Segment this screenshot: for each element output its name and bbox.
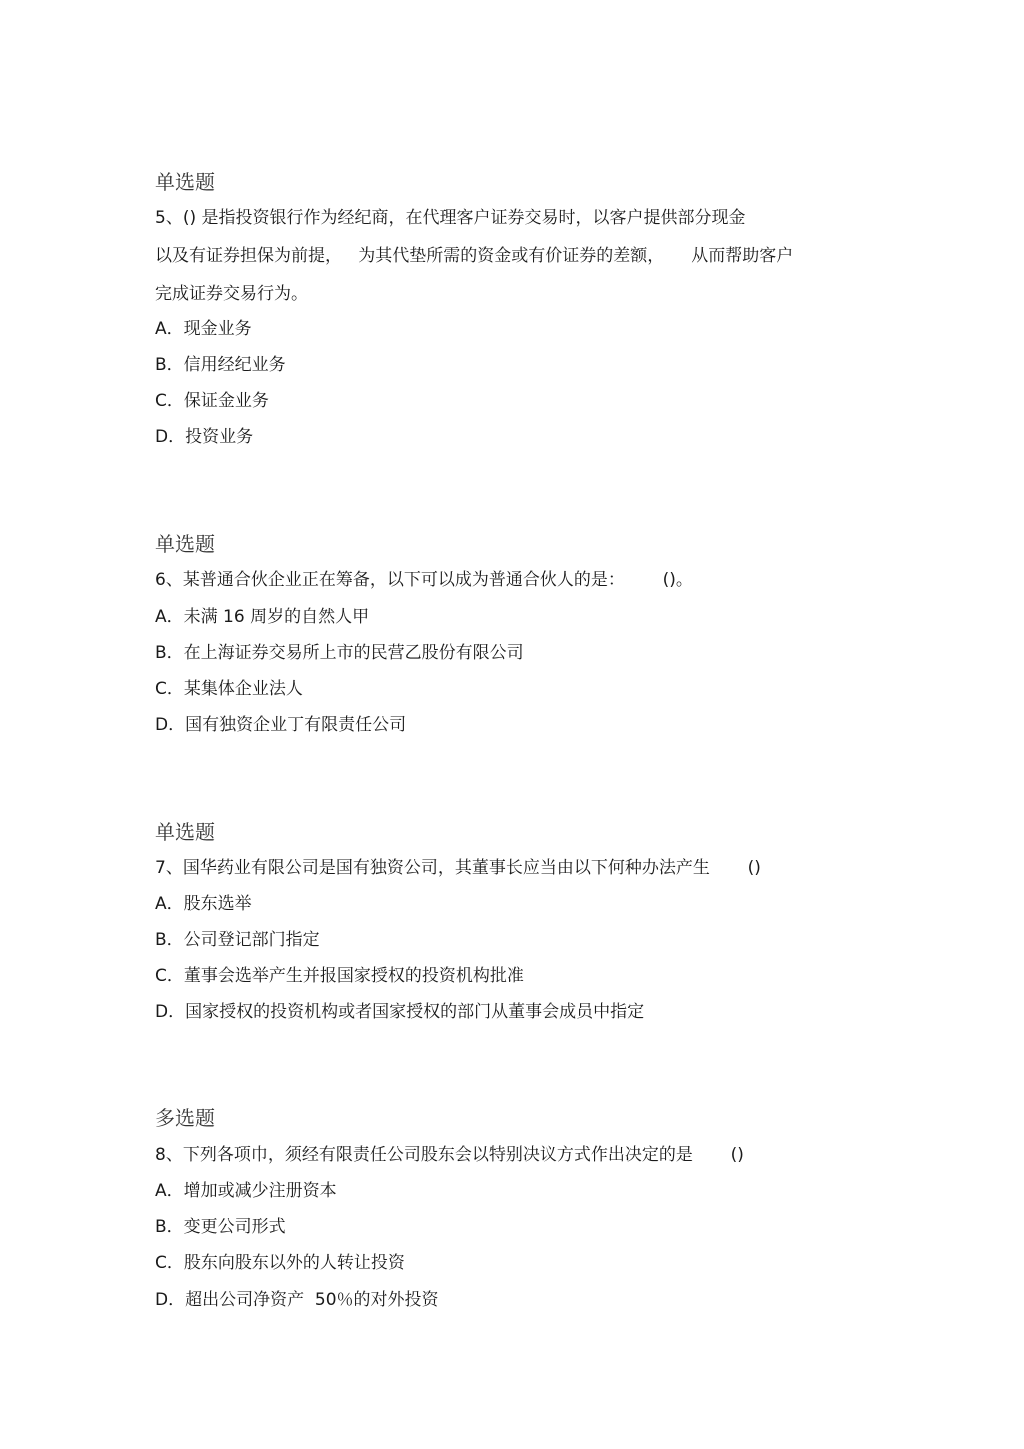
option-b: B．变更公司形式 xyxy=(155,1217,286,1237)
option-a: A．现金业务 xyxy=(155,319,252,339)
question-type-heading: 单选题 xyxy=(155,820,215,844)
question-stem-line: 6、某普通合伙企业正在筹备，以下可以成为普通合伙人的是： ()。 xyxy=(155,570,693,590)
option-c: C．股东向股东以外的人转让投资 xyxy=(155,1253,405,1273)
option-c: C．某集体企业法人 xyxy=(155,679,303,699)
question-stem-line: 完成证券交易行为。 xyxy=(155,284,308,304)
option-b: B．公司登记部门指定 xyxy=(155,930,320,950)
option-a: A．股东选举 xyxy=(155,894,252,914)
option-a: A．未满 16 周岁的自然人甲 xyxy=(155,607,370,627)
option-c: C．董事会选举产生并报国家授权的投资机构批准 xyxy=(155,966,524,986)
question-stem-line: 8、下列各项巾，须经有限责任公司股东会以特别决议方式作出决定的是 () xyxy=(155,1145,744,1165)
question-stem-line: 5、() 是指投资银行作为经纪商，在代理客户证券交易时，以客户提供部分现金 xyxy=(155,208,746,228)
option-c: C．保证金业务 xyxy=(155,391,269,411)
option-a: A．增加或减少注册资本 xyxy=(155,1181,337,1201)
option-d: D．投资业务 xyxy=(155,427,254,447)
question-type-heading: 单选题 xyxy=(155,532,215,556)
question-type-heading: 多选题 xyxy=(155,1106,215,1130)
question-stem-line: 7、国华药业有限公司是国有独资公司，其董事长应当由以下何种办法产生 () xyxy=(155,858,761,878)
question-stem-line: 以及有证券担保为前提， 为其代垫所需的资金或有价证券的差额， 从而帮助客户 xyxy=(155,246,794,266)
option-d: D．超出公司净资产 50％的对外投资 xyxy=(155,1290,439,1310)
option-b: B．在上海证券交易所上市的民营乙股份有限公司 xyxy=(155,643,524,663)
option-d: D．国家授权的投资机构或者国家授权的部门从董事会成员中指定 xyxy=(155,1002,645,1022)
option-d: D．国有独资企业丁有限责任公司 xyxy=(155,715,407,735)
question-type-heading: 单选题 xyxy=(155,170,215,194)
option-b: B．信用经纪业务 xyxy=(155,355,286,375)
